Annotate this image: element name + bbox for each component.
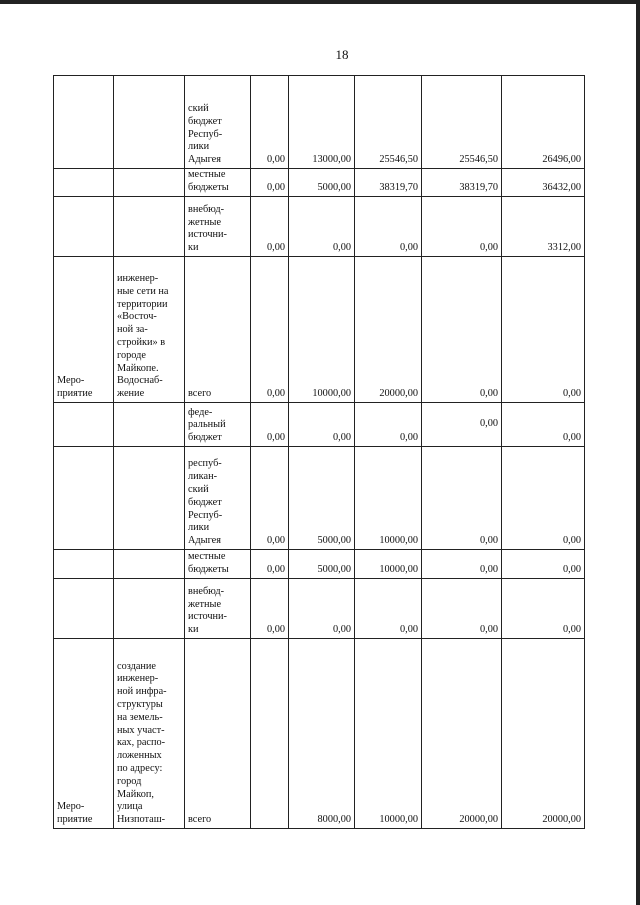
value-cell: 0,00: [251, 169, 289, 197]
value-cell: 0,00: [422, 403, 502, 447]
object-cell: [114, 550, 185, 579]
value-cell: 0,00: [502, 447, 585, 550]
funding-source-cell: респуб- ликан- ский бюджет Респуб- лики Адыгея: [185, 447, 251, 550]
value-cell: 0,00: [502, 550, 585, 579]
page-top-edge: [0, 0, 640, 4]
value-cell: 0,00: [355, 197, 422, 257]
funding-source-cell: местные бюджеты: [185, 169, 251, 197]
value-cell: 0,00: [251, 76, 289, 169]
value-cell: 0,00: [289, 403, 355, 447]
funding-source-cell: ский бюджет Респуб- лики Адыгея: [185, 76, 251, 169]
value-cell: 25546,50: [355, 76, 422, 169]
funding-source-cell: всего: [185, 639, 251, 829]
table-row: [54, 579, 585, 639]
funding-source-cell: внебюд- жетные источни- ки: [185, 197, 251, 257]
funding-source-cell: феде- ральный бюджет: [185, 403, 251, 447]
value-cell: 0,00: [355, 403, 422, 447]
budget-table: [53, 75, 585, 829]
value-cell: 25546,50: [422, 76, 502, 169]
value-cell: 0,00: [502, 403, 585, 447]
value-cell: 3312,00: [502, 197, 585, 257]
value-cell: 20000,00: [355, 257, 422, 403]
table-row: [54, 403, 585, 447]
action-cell: [54, 403, 114, 447]
object-cell: создание инженер- ной инфра- структуры на земель- ных участ- ках, распо- ложенных по адресу: город Майкоп, улица Низпоташ-: [114, 639, 185, 829]
value-cell: 10000,00: [355, 639, 422, 829]
table-row: [54, 197, 585, 257]
value-cell: 10000,00: [355, 447, 422, 550]
value-cell: 0,00: [289, 197, 355, 257]
object-cell: [114, 76, 185, 169]
action-cell: [54, 447, 114, 550]
object-cell: [114, 169, 185, 197]
value-cell: 8000,00: [289, 639, 355, 829]
table-row: [54, 550, 585, 579]
value-cell: 0,00: [251, 257, 289, 403]
funding-source-cell: местные бюджеты: [185, 550, 251, 579]
action-cell: Меро- приятие: [54, 639, 114, 829]
table-row: [54, 257, 585, 403]
table-row: [54, 447, 585, 550]
action-cell: [54, 550, 114, 579]
value-cell: 0,00: [251, 403, 289, 447]
value-cell: 10000,00: [355, 550, 422, 579]
value-cell: 5000,00: [289, 169, 355, 197]
value-cell: 26496,00: [502, 76, 585, 169]
object-cell: [114, 197, 185, 257]
object-cell: инженер- ные сети на территории «Восточ- ной за- стройки» в городе Майкопе. Водоснаб- жение: [114, 257, 185, 403]
value-cell: 0,00: [422, 257, 502, 403]
value-cell: 0,00: [251, 447, 289, 550]
value-cell: 0,00: [289, 579, 355, 639]
action-cell: Меро- приятие: [54, 257, 114, 403]
funding-source-cell: всего: [185, 257, 251, 403]
value-cell: 13000,00: [289, 76, 355, 169]
table-row: [54, 169, 585, 197]
value-cell: 0,00: [422, 447, 502, 550]
value-cell: 0,00: [422, 550, 502, 579]
value-cell: 0,00: [502, 579, 585, 639]
action-cell: [54, 76, 114, 169]
value-cell: 20000,00: [502, 639, 585, 829]
value-cell: 5000,00: [289, 550, 355, 579]
value-cell: 0,00: [251, 550, 289, 579]
action-cell: [54, 579, 114, 639]
value-cell: 0,00: [251, 197, 289, 257]
value-cell: 38319,70: [422, 169, 502, 197]
table-row: [54, 76, 585, 169]
object-cell: [114, 403, 185, 447]
value-cell: 10000,00: [289, 257, 355, 403]
object-cell: [114, 579, 185, 639]
value-cell: 36432,00: [502, 169, 585, 197]
funding-source-cell: внебюд- жетные источни- ки: [185, 579, 251, 639]
value-cell: 0,00: [422, 197, 502, 257]
object-cell: [114, 447, 185, 550]
value-cell: 5000,00: [289, 447, 355, 550]
table-row: [54, 639, 585, 829]
page-number: 18: [335, 47, 349, 62]
value-cell: 20000,00: [422, 639, 502, 829]
action-cell: [54, 169, 114, 197]
value-cell: 38319,70: [355, 169, 422, 197]
value-cell: 0,00: [251, 579, 289, 639]
value-cell: 0,00: [502, 257, 585, 403]
value-cell: 0,00: [355, 579, 422, 639]
value-cell: 0,00: [422, 579, 502, 639]
page-right-edge: [636, 0, 640, 905]
action-cell: [54, 197, 114, 257]
value-cell: [251, 639, 289, 829]
